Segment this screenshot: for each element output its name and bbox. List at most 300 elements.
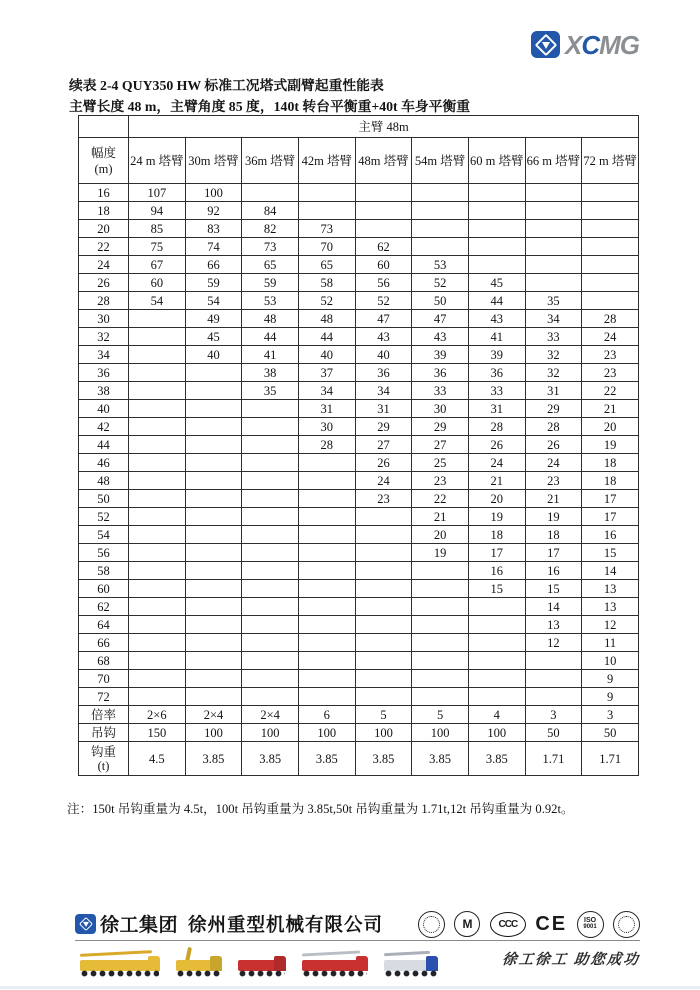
- load-cell: [355, 544, 412, 562]
- load-cell: [468, 616, 525, 634]
- load-cell: 33: [525, 328, 582, 346]
- load-cell: [185, 418, 242, 436]
- table-row: [79, 472, 639, 490]
- main-boom-header-row: [79, 116, 639, 138]
- load-cell: [129, 346, 186, 364]
- load-cell: 47: [355, 310, 412, 328]
- load-cell: [242, 652, 299, 670]
- famous-brand-badge: [454, 911, 480, 937]
- load-cell: 17: [525, 544, 582, 562]
- load-cell: [129, 562, 186, 580]
- load-cell: 15: [525, 580, 582, 598]
- load-cell: 30: [412, 400, 469, 418]
- meta-row: [79, 724, 639, 742]
- meta-value-cell: 2×4: [242, 706, 299, 724]
- badge-text: ISO: [584, 917, 597, 924]
- load-cell: [298, 688, 355, 706]
- load-cell: [525, 670, 582, 688]
- load-cell: 26: [355, 454, 412, 472]
- load-cell: [298, 562, 355, 580]
- load-cell: 29: [355, 418, 412, 436]
- load-cell: 84: [242, 202, 299, 220]
- badge-subtext: 9001: [583, 924, 597, 930]
- load-cell: 38: [242, 364, 299, 382]
- crane-boom-shape: [384, 951, 430, 956]
- footer-company: [75, 910, 383, 937]
- load-cell: [355, 184, 412, 202]
- load-cell: 31: [525, 382, 582, 400]
- load-cell: [242, 490, 299, 508]
- column-header-cell: 24 m 塔臂: [129, 138, 186, 184]
- load-cell: [185, 436, 242, 454]
- load-cell: 39: [412, 346, 469, 364]
- radius-cell: 52: [79, 508, 129, 526]
- radius-cell: 30: [79, 310, 129, 328]
- xcmg-logo-wordmark: [565, 29, 640, 60]
- load-cell: 44: [242, 328, 299, 346]
- load-cell: [242, 472, 299, 490]
- load-cell: 52: [355, 292, 412, 310]
- load-cell: [412, 562, 469, 580]
- load-cell: 29: [412, 418, 469, 436]
- load-cell: [242, 544, 299, 562]
- load-cell: [185, 652, 242, 670]
- load-cell: 25: [412, 454, 469, 472]
- load-cell: 83: [185, 220, 242, 238]
- table-row: [79, 274, 639, 292]
- load-cell: [412, 184, 469, 202]
- load-cell: [242, 454, 299, 472]
- load-cell: 35: [242, 382, 299, 400]
- radius-cell: 34: [79, 346, 129, 364]
- meta-value-cell: 2×4: [185, 706, 242, 724]
- load-cell: [129, 544, 186, 562]
- load-cell: 94: [129, 202, 186, 220]
- load-cell: 75: [129, 238, 186, 256]
- load-cell: [582, 202, 639, 220]
- crane-boom-shape: [302, 950, 360, 956]
- table-row: [79, 220, 639, 238]
- load-cell: [582, 292, 639, 310]
- ce-mark: [535, 913, 567, 936]
- radius-cell: 16: [79, 184, 129, 202]
- load-cell: 26: [468, 436, 525, 454]
- load-cell: 48: [298, 310, 355, 328]
- load-chart-table-body: [79, 116, 639, 776]
- load-cell: 31: [355, 400, 412, 418]
- column-header-cell: 72 m 塔臂: [582, 138, 639, 184]
- radius-cell: 20: [79, 220, 129, 238]
- load-cell: 15: [468, 580, 525, 598]
- load-cell: [582, 256, 639, 274]
- load-chart-table: [78, 115, 639, 776]
- load-cell: 73: [242, 238, 299, 256]
- load-cell: 21: [412, 508, 469, 526]
- load-cell: 50: [412, 292, 469, 310]
- column-header-cell: 42m 塔臂: [298, 138, 355, 184]
- meta-value-cell: 3.85: [355, 742, 412, 776]
- load-cell: [185, 616, 242, 634]
- radius-cell: 70: [79, 670, 129, 688]
- vehicle-cab-shape: [210, 956, 222, 971]
- logo-letter-c: C: [581, 29, 600, 60]
- table-row: [79, 616, 639, 634]
- page-title: 续表 2-4 QUY350 HW 标准工况塔式副臂起重性能表: [69, 78, 384, 93]
- xcmg-logo-icon: [531, 31, 560, 58]
- load-cell: 36: [412, 364, 469, 382]
- radius-header-cell: 幅度 (m): [79, 138, 129, 184]
- load-cell: [412, 652, 469, 670]
- load-cell: [185, 688, 242, 706]
- load-cell: [298, 184, 355, 202]
- load-cell: 21: [468, 472, 525, 490]
- load-cell: [242, 184, 299, 202]
- table-row: [79, 526, 639, 544]
- load-cell: 14: [525, 598, 582, 616]
- load-cell: [298, 472, 355, 490]
- load-cell: 15: [582, 544, 639, 562]
- meta-value-cell: 4: [468, 706, 525, 724]
- load-cell: 24: [582, 328, 639, 346]
- load-cell: [185, 508, 242, 526]
- vehicle-wheels-shape: [385, 970, 437, 977]
- radius-cell: 64: [79, 616, 129, 634]
- load-cell: 21: [582, 400, 639, 418]
- table-row: [79, 184, 639, 202]
- load-cell: [185, 454, 242, 472]
- load-cell: 18: [582, 472, 639, 490]
- radius-cell: 38: [79, 382, 129, 400]
- meta-value-cell: 1.71: [525, 742, 582, 776]
- meta-value-cell: 3.85: [298, 742, 355, 776]
- meta-value-cell: 50: [582, 724, 639, 742]
- load-cell: 34: [298, 382, 355, 400]
- table-row: [79, 436, 639, 454]
- load-cell: 32: [525, 364, 582, 382]
- radius-cell: 42: [79, 418, 129, 436]
- load-cell: 56: [355, 274, 412, 292]
- load-cell: 31: [468, 400, 525, 418]
- load-cell: [298, 634, 355, 652]
- meta-label-cell: 倍率: [79, 706, 129, 724]
- vehicle-wheels-shape: [177, 970, 221, 977]
- load-cell: [582, 274, 639, 292]
- load-cell: [412, 616, 469, 634]
- load-cell: 29: [525, 400, 582, 418]
- load-cell: [129, 454, 186, 472]
- load-cell: [525, 274, 582, 292]
- load-cell: 39: [468, 346, 525, 364]
- load-cell: 23: [525, 472, 582, 490]
- load-cell: 47: [412, 310, 469, 328]
- load-cell: [468, 670, 525, 688]
- load-cell: [185, 580, 242, 598]
- meta-value-cell: 100: [185, 724, 242, 742]
- load-cell: [129, 688, 186, 706]
- load-cell: 27: [355, 436, 412, 454]
- load-cell: 17: [468, 544, 525, 562]
- load-cell: 73: [298, 220, 355, 238]
- load-cell: 14: [582, 562, 639, 580]
- load-cell: 36: [355, 364, 412, 382]
- meta-value-cell: 100: [412, 724, 469, 742]
- meta-value-cell: 4.5: [129, 742, 186, 776]
- load-cell: [129, 526, 186, 544]
- load-cell: 20: [412, 526, 469, 544]
- load-cell: 10: [582, 652, 639, 670]
- load-cell: 100: [185, 184, 242, 202]
- load-cell: 40: [185, 346, 242, 364]
- meta-value-cell: 3.85: [242, 742, 299, 776]
- radius-cell: 58: [79, 562, 129, 580]
- load-cell: 28: [582, 310, 639, 328]
- table-row: [79, 382, 639, 400]
- meta-label-cell: 钩重 (t): [79, 742, 129, 776]
- load-cell: 92: [185, 202, 242, 220]
- radius-cell: 46: [79, 454, 129, 472]
- radius-cell: 50: [79, 490, 129, 508]
- load-cell: 44: [298, 328, 355, 346]
- load-cell: 37: [298, 364, 355, 382]
- iso9001-badge: [577, 911, 604, 938]
- table-row: [79, 652, 639, 670]
- load-cell: 45: [468, 274, 525, 292]
- table-row: [79, 328, 639, 346]
- vehicle-cab-shape: [148, 956, 160, 971]
- load-cell: 13: [582, 580, 639, 598]
- load-cell: 35: [525, 292, 582, 310]
- load-cell: 22: [582, 382, 639, 400]
- load-cell: 62: [355, 238, 412, 256]
- load-cell: [525, 652, 582, 670]
- load-cell: [185, 400, 242, 418]
- meta-row: [79, 706, 639, 724]
- load-cell: [185, 472, 242, 490]
- load-cell: 9: [582, 688, 639, 706]
- radius-cell: 32: [79, 328, 129, 346]
- slogan: 徐工徐工 助您成功: [501, 952, 641, 968]
- load-cell: 66: [185, 256, 242, 274]
- load-cell: [298, 598, 355, 616]
- load-cell: 60: [129, 274, 186, 292]
- load-cell: 65: [298, 256, 355, 274]
- radius-cell: 36: [79, 364, 129, 382]
- load-cell: 45: [185, 328, 242, 346]
- load-cell: 19: [468, 508, 525, 526]
- load-cell: 49: [185, 310, 242, 328]
- load-cell: 28: [468, 418, 525, 436]
- table-row: [79, 418, 639, 436]
- table-row: [79, 670, 639, 688]
- load-cell: [298, 616, 355, 634]
- load-cell: [298, 670, 355, 688]
- column-header-cell: 36m 塔臂: [242, 138, 299, 184]
- load-cell: [129, 634, 186, 652]
- load-cell: 31: [298, 400, 355, 418]
- load-cell: [525, 220, 582, 238]
- table-row: [79, 346, 639, 364]
- meta-value-cell: 3: [582, 706, 639, 724]
- radius-cell: 22: [79, 238, 129, 256]
- footnote: 注：150t 吊钩重量为 4.5t，100t 吊钩重量为 3.85t,50t 吊钩重量为 1.71t,12t 吊钩重量为 0.92t。: [67, 802, 574, 816]
- meta-value-cell: 3: [525, 706, 582, 724]
- load-cell: 12: [582, 616, 639, 634]
- radius-cell: 56: [79, 544, 129, 562]
- load-cell: [355, 634, 412, 652]
- badge-text: CE: [535, 912, 568, 935]
- load-cell: 23: [582, 346, 639, 364]
- radius-cell: 72: [79, 688, 129, 706]
- load-cell: 40: [355, 346, 412, 364]
- corner-cell: [79, 116, 129, 138]
- load-cell: [355, 688, 412, 706]
- load-cell: 18: [582, 454, 639, 472]
- load-cell: [298, 490, 355, 508]
- load-cell: [129, 598, 186, 616]
- load-cell: 24: [355, 472, 412, 490]
- vehicle-wheels-shape: [303, 970, 367, 977]
- load-cell: 41: [242, 346, 299, 364]
- load-cell: [185, 526, 242, 544]
- load-cell: [242, 598, 299, 616]
- load-cell: [185, 634, 242, 652]
- load-cell: 58: [298, 274, 355, 292]
- load-cell: 43: [468, 310, 525, 328]
- load-cell: [412, 670, 469, 688]
- meta-value-cell: 2×6: [129, 706, 186, 724]
- load-cell: [185, 364, 242, 382]
- load-cell: 52: [412, 274, 469, 292]
- radius-cell: 62: [79, 598, 129, 616]
- load-cell: [129, 472, 186, 490]
- load-cell: [355, 670, 412, 688]
- load-cell: 20: [582, 418, 639, 436]
- load-cell: [468, 256, 525, 274]
- load-cell: [468, 184, 525, 202]
- load-cell: [185, 562, 242, 580]
- table-row: [79, 634, 639, 652]
- load-cell: [468, 238, 525, 256]
- column-header-cell: 54m 塔臂: [412, 138, 469, 184]
- table-row: [79, 256, 639, 274]
- load-cell: 17: [582, 490, 639, 508]
- load-cell: [242, 400, 299, 418]
- load-cell: [355, 202, 412, 220]
- load-cell: [355, 562, 412, 580]
- meta-value-cell: 100: [468, 724, 525, 742]
- radius-cell: 24: [79, 256, 129, 274]
- load-cell: [242, 688, 299, 706]
- main-boom-header-cell: 主臂 48m: [129, 116, 639, 138]
- load-cell: 85: [129, 220, 186, 238]
- load-cell: 13: [525, 616, 582, 634]
- load-cell: [468, 634, 525, 652]
- load-cell: [468, 598, 525, 616]
- xcmg-logo: [531, 31, 639, 58]
- load-chart-table-wrap: [78, 115, 639, 776]
- load-cell: [582, 238, 639, 256]
- load-cell: 33: [468, 382, 525, 400]
- load-cell: [185, 598, 242, 616]
- load-cell: [412, 238, 469, 256]
- company-name: 徐州重型机械有限公司: [188, 913, 384, 935]
- load-cell: 53: [412, 256, 469, 274]
- table-row: [79, 454, 639, 472]
- load-cell: 26: [525, 436, 582, 454]
- meta-value-cell: 3.85: [468, 742, 525, 776]
- load-cell: 43: [355, 328, 412, 346]
- laurel-emblem-badge: [418, 911, 445, 938]
- load-cell: 41: [468, 328, 525, 346]
- radius-cell: 28: [79, 292, 129, 310]
- load-cell: [355, 616, 412, 634]
- load-cell: [129, 364, 186, 382]
- table-row: [79, 598, 639, 616]
- load-cell: [242, 634, 299, 652]
- load-cell: [355, 526, 412, 544]
- load-cell: [525, 256, 582, 274]
- meta-value-cell: 100: [355, 724, 412, 742]
- load-cell: 34: [525, 310, 582, 328]
- vehicle-wheels-shape: [239, 970, 285, 977]
- radius-cell: 40: [79, 400, 129, 418]
- table-row: [79, 508, 639, 526]
- load-cell: 21: [525, 490, 582, 508]
- load-cell: [298, 526, 355, 544]
- table-row: [79, 580, 639, 598]
- vehicle-strip: [80, 947, 438, 977]
- load-cell: 19: [582, 436, 639, 454]
- radius-cell: 66: [79, 634, 129, 652]
- table-row: [79, 310, 639, 328]
- load-cell: [242, 562, 299, 580]
- load-cell: [582, 220, 639, 238]
- crawler-crane-icon: [176, 949, 222, 977]
- table-row: [79, 562, 639, 580]
- vehicle-wheels-shape: [81, 970, 159, 977]
- column-header-row: [79, 138, 639, 184]
- vehicle-cab-shape: [356, 956, 368, 971]
- load-cell: [525, 184, 582, 202]
- load-cell: [355, 508, 412, 526]
- badge-text: CCC: [498, 918, 518, 930]
- load-cell: 54: [185, 292, 242, 310]
- group-name: 徐工集团: [100, 915, 179, 936]
- load-cell: 59: [185, 274, 242, 292]
- logo-letters-mg: MG: [599, 29, 640, 60]
- load-cell: [242, 616, 299, 634]
- load-cell: 107: [129, 184, 186, 202]
- load-cell: [129, 382, 186, 400]
- load-cell: 18: [468, 526, 525, 544]
- column-header-cell: 60 m 塔臂: [468, 138, 525, 184]
- vehicle-cab-shape: [274, 956, 286, 971]
- xcmg-footer-logo-icon: [75, 914, 96, 934]
- load-cell: 43: [412, 328, 469, 346]
- load-cell: 36: [468, 364, 525, 382]
- load-cell: 13: [582, 598, 639, 616]
- load-cell: 11: [582, 634, 639, 652]
- load-cell: [525, 202, 582, 220]
- table-row: [79, 292, 639, 310]
- load-cell: [242, 526, 299, 544]
- load-cell: 28: [525, 418, 582, 436]
- crane-boom-shape: [80, 950, 152, 957]
- radius-cell: 26: [79, 274, 129, 292]
- load-cell: [355, 652, 412, 670]
- meta-label-cell: 吊钩: [79, 724, 129, 742]
- table-row: [79, 688, 639, 706]
